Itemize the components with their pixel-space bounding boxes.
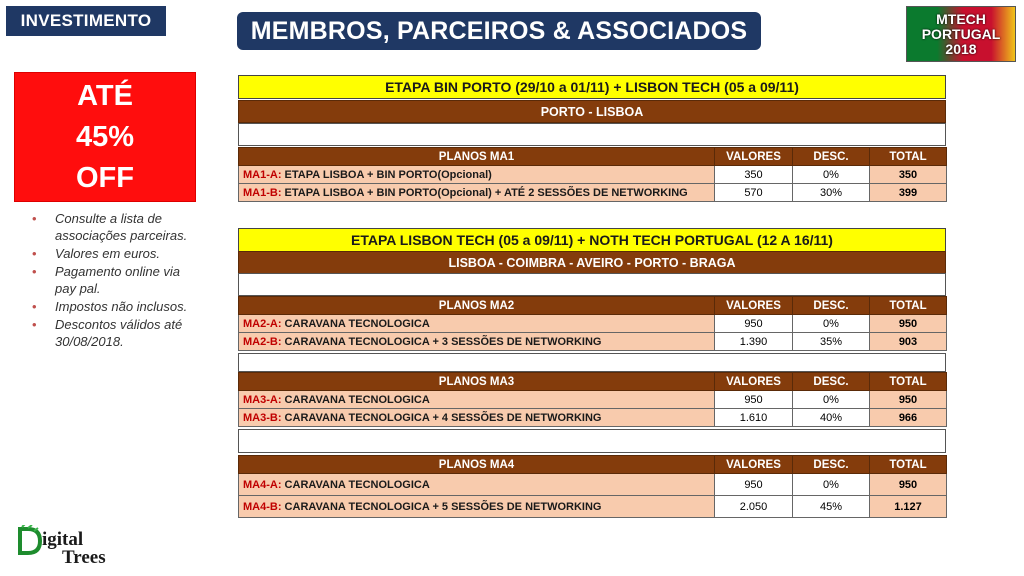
col-values: VALORES xyxy=(715,456,793,474)
mtech-portugal-logo xyxy=(906,6,1016,62)
col-values: VALORES xyxy=(715,148,793,166)
col-values: VALORES xyxy=(715,373,793,391)
plan-discount: 0% xyxy=(793,315,870,333)
col-desc: DESC. xyxy=(793,456,870,474)
plans-ma1-table xyxy=(238,147,947,202)
plan-discount: 35% xyxy=(793,333,870,351)
notes-list xyxy=(30,210,200,351)
col-total: TOTAL xyxy=(870,297,947,315)
plan-discount: 40% xyxy=(793,409,870,427)
plan-code: MA2-A: xyxy=(243,317,282,330)
plan-header: PLANOS MA1 xyxy=(239,148,715,166)
table-row xyxy=(239,315,947,333)
plan-discount: 30% xyxy=(793,184,870,202)
spacer-row xyxy=(238,429,946,453)
plan-code: MA2-B: xyxy=(243,335,282,348)
col-total: TOTAL xyxy=(870,148,947,166)
plan-code: MA4-B: xyxy=(243,500,282,513)
col-desc: DESC. xyxy=(793,373,870,391)
section-tag: INVESTIMENTO xyxy=(6,6,166,36)
plan-value: 1.610 xyxy=(715,409,793,427)
promo-line: OFF xyxy=(76,161,134,194)
stage2-title: ETAPA LISBON TECH (05 a 09/11) + NOTH TECH PORTUGAL (12 A 16/11) xyxy=(238,228,946,252)
plan-header: PLANOS MA3 xyxy=(239,373,715,391)
plan-name: ETAPA LISBOA + BIN PORTO(Opcional) xyxy=(281,168,492,181)
plan-name: CARAVANA TECNOLOGICA xyxy=(281,393,430,406)
col-desc: DESC. xyxy=(793,297,870,315)
brand-word: Trees xyxy=(62,547,106,568)
table-row xyxy=(239,333,947,351)
digital-trees-logo xyxy=(16,525,126,571)
note-item: • Pagamento online via pay pal. xyxy=(30,263,200,297)
plan-total: 966 xyxy=(870,409,947,427)
plan-name: CARAVANA TECNOLOGICA + 3 SESSÕES DE NETWORKING xyxy=(281,335,602,348)
plan-value: 2.050 xyxy=(715,496,793,518)
plan-name: ETAPA LISBOA + BIN PORTO(Opcional) + ATÉ 2 SESSÕES DE NETWORKING xyxy=(281,186,688,199)
stage2-cities: LISBOA - COIMBRA - AVEIRO - PORTO - BRAGA xyxy=(238,251,946,274)
plan-code: MA3-B: xyxy=(243,411,282,424)
plan-discount: 45% xyxy=(793,496,870,518)
plan-value: 350 xyxy=(715,166,793,184)
promo-line: 45% xyxy=(75,120,135,153)
plan-value: 950 xyxy=(715,391,793,409)
spacer-row xyxy=(238,273,946,296)
plan-total: 950 xyxy=(870,315,947,333)
spacer-row xyxy=(238,123,946,146)
plan-value: 950 xyxy=(715,474,793,496)
table-row xyxy=(239,474,947,496)
brand-word: igital xyxy=(42,529,84,550)
note-item: • Consulte a lista de associações parceiras. xyxy=(30,210,200,244)
col-total: TOTAL xyxy=(870,456,947,474)
spacer-row xyxy=(238,353,946,372)
plan-name: CARAVANA TECNOLOGICA + 4 SESSÕES DE NETWORKING xyxy=(281,411,602,424)
stage1-title: ETAPA BIN PORTO (29/10 a 01/11) + LISBON TECH (05 a 09/11) xyxy=(238,75,946,99)
page-title: MEMBROS, PARCEIROS & ASSOCIADOS xyxy=(237,12,761,50)
plan-total: 950 xyxy=(870,474,947,496)
plan-name: CARAVANA TECNOLOGICA + 5 SESSÕES DE NETWORKING xyxy=(281,500,602,513)
plan-header: PLANOS MA2 xyxy=(239,297,715,315)
col-values: VALORES xyxy=(715,297,793,315)
logo-line: MTECH xyxy=(936,10,986,27)
logo-line: PORTUGAL xyxy=(921,25,1001,42)
plan-total: 1.127 xyxy=(870,496,947,518)
table-row xyxy=(239,496,947,518)
plan-value: 570 xyxy=(715,184,793,202)
table-row xyxy=(239,166,947,184)
plan-discount: 0% xyxy=(793,474,870,496)
plan-discount: 0% xyxy=(793,391,870,409)
logo-line: 2018 xyxy=(945,40,977,57)
note-item: • Impostos não inclusos. xyxy=(30,298,200,315)
table-row xyxy=(239,184,947,202)
plan-value: 1.390 xyxy=(715,333,793,351)
stage1-cities: PORTO - LISBOA xyxy=(238,100,946,123)
plan-total: 903 xyxy=(870,333,947,351)
plan-code: MA1-A: xyxy=(243,168,282,181)
plan-code: MA1-B: xyxy=(243,186,282,199)
discount-badge xyxy=(14,72,196,202)
plans-ma2-table xyxy=(238,296,947,351)
table-row xyxy=(239,409,947,427)
col-total: TOTAL xyxy=(870,373,947,391)
plan-total: 399 xyxy=(870,184,947,202)
plan-code: MA3-A: xyxy=(243,393,282,406)
plans-ma4-table xyxy=(238,455,947,518)
col-desc: DESC. xyxy=(793,148,870,166)
note-item: • Descontos válidos até 30/08/2018. xyxy=(30,316,200,350)
plan-total: 350 xyxy=(870,166,947,184)
tree-d-icon xyxy=(16,525,44,555)
note-item: • Valores em euros. xyxy=(30,245,200,262)
plan-header: PLANOS MA4 xyxy=(239,456,715,474)
plan-name: CARAVANA TECNOLOGICA xyxy=(281,478,430,491)
plan-code: MA4-A: xyxy=(243,478,282,491)
plan-total: 950 xyxy=(870,391,947,409)
plan-name: CARAVANA TECNOLOGICA xyxy=(281,317,430,330)
plan-discount: 0% xyxy=(793,166,870,184)
plans-ma3-table xyxy=(238,372,947,427)
table-row xyxy=(239,391,947,409)
promo-line: ATÉ xyxy=(77,79,133,112)
plan-value: 950 xyxy=(715,315,793,333)
